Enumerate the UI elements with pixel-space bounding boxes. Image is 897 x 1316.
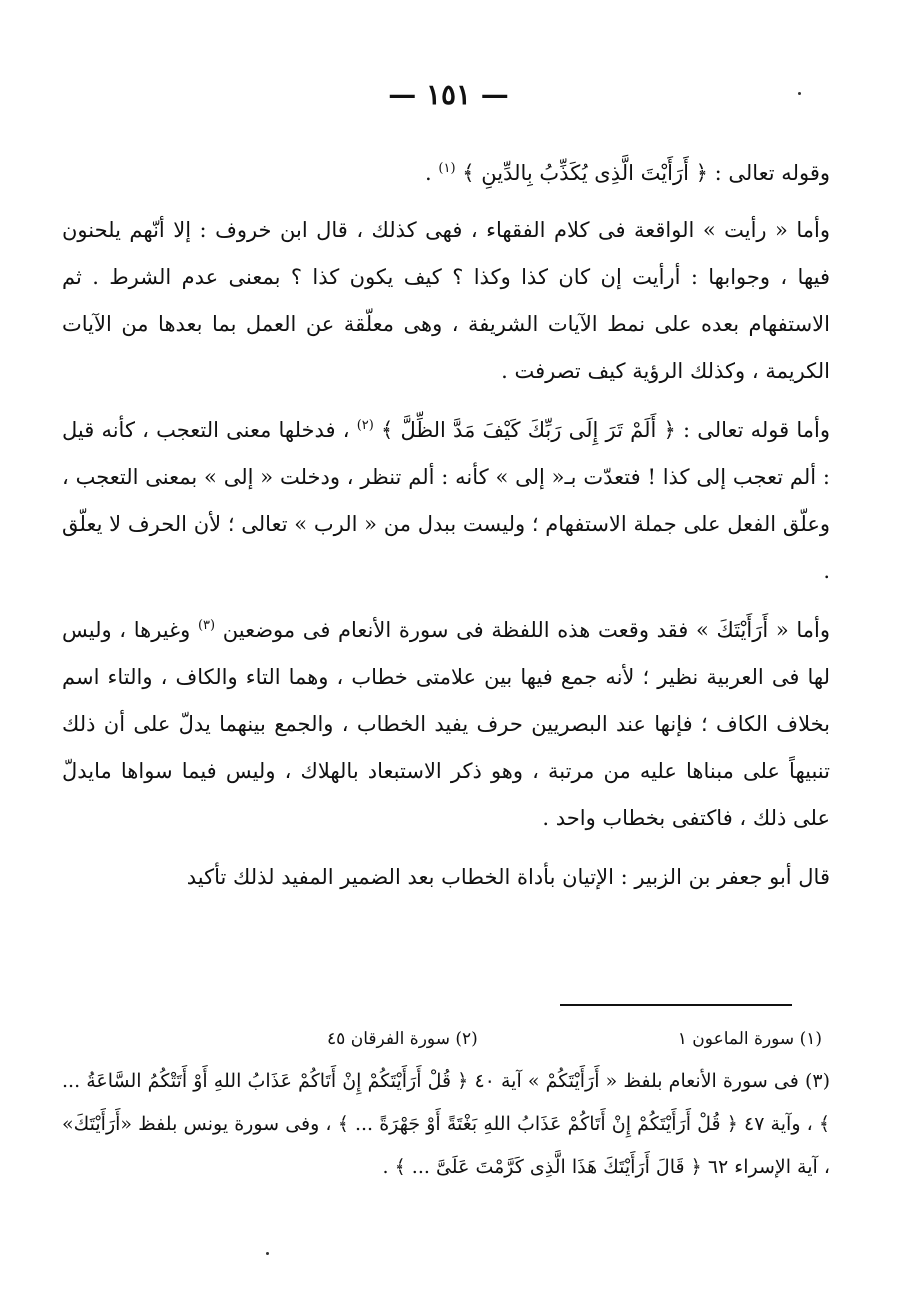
footnote-ref-1: (١) bbox=[438, 161, 456, 176]
paragraph-1 bbox=[62, 150, 830, 197]
main-text bbox=[62, 150, 830, 913]
paragraph-2: وأما « رأيت » الواقعة فى كلام الفقهاء ، فهى كذلك ، قال ابن خروف : إلا أنّهم يلحنون فيها ، وجوابها : أرأيت إن كان كذا وكذا ؟ كيف يكون كذا ؟ بمعنى عدم الشرط . ثم الاستفهام بعده على نمط الآيات الشريفة ، وهى معلّقة عن العمل بما بعدها من الآيات الكريمة ، وكذلك الرؤية كيف تصرفت . bbox=[62, 218, 830, 383]
page-number: — ١٥١ — bbox=[388, 78, 509, 111]
scan-speck bbox=[798, 92, 801, 95]
paragraph-4-lead: وأما « أَرَأَيْتَكَ » فقد وقعت هذه اللفظة فى سورة الأنعام فى موضعين bbox=[222, 618, 830, 642]
footnote-row bbox=[62, 1022, 830, 1056]
scan-speck bbox=[266, 1252, 269, 1255]
footnote-3: (٣) فى سورة الأنعام بلفظ « أَرَأَيْتَكُمْ » آية ٤٠ ﴿ قُلْ أَرَأَيْتَكُمْ إِنْ أَتَاكُمْ عَذَابُ اللهِ أَوْ أَتَتْكُمُ السَّاعَةُ ... ﴾ ، وآية ٤٧ ﴿ قُلْ أَرَأَيْتَكُمْ إِنْ أَتَاكُمْ عَذَابُ اللهِ بَغْتَةً أَوْ جَهْرَةً ... ﴾ ، وفى سورة يونس بلفظ «أَرَأَيْتَكَ» ، آية الإسراء ٦٢ ﴿ قَالَ أَرَأَيْتَكَ هَذَا الَّذِى كَرَّمْتَ عَلَىَّ ... ﴾ . bbox=[62, 1070, 831, 1178]
footnote-1: (١) سورة الماعون ١ bbox=[677, 1029, 822, 1049]
paragraph-4-text: وغيرها ، وليس لها فى العربية نظير ؛ لأنه جمع فيها بين علامتى خطاب ، وهما التاء والكاف ، والتاء اسم بخلاف الكاف ؛ فإنها عند البصريين حرف يفيد الخطاب ، والجمع بينهما يدلّ على أن ذلك تنبيهاً على مبناها عليه من مرتبة ، وهو ذكر الاستبعاد بالهلاك ، وليس فيما سواها مايدلّ على ذلك ، فاكتفى بخطاب واحد . bbox=[62, 618, 830, 830]
footnote-ref-2: (٢) bbox=[356, 418, 374, 433]
footnote-divider bbox=[560, 1004, 792, 1006]
footnotes bbox=[62, 1022, 830, 1189]
paragraph-3-verse: وأما قوله تعالى : ﴿ أَلَمْ تَرَ إِلَى رَبِّكَ كَيْفَ مَدَّ الظِّلَّ ﴾ bbox=[381, 418, 830, 442]
paragraph-4 bbox=[62, 607, 830, 842]
footnote-ref-3: (٣) bbox=[197, 618, 216, 633]
paragraph-1-period: . bbox=[425, 161, 432, 185]
paragraph-5: قال أبو جعفر بن الزبير : الإتيان بأداة الخطاب بعد الضمير المفيد لذلك تأكيد bbox=[186, 865, 830, 889]
paragraph-3-text: ، فدخلها معنى التعجب ، كأنه قيل : ألم تعجب إلى كذا ! فتعدّت بـ« إلى » كأنه : ألم تنظر ، ودخلت « إلى » بمعنى التعجب ، وعلّق الفعل على جملة الاستفهام ؛ وليست ببدل من « الرب » تعالى ؛ لأن الحرف لا يعلّق . bbox=[62, 418, 830, 583]
footnote-2: (٢) سورة الفرقان ٤٥ bbox=[327, 1029, 478, 1049]
paragraph-3 bbox=[62, 407, 830, 595]
paragraph-1-text: وقوله تعالى : ﴿ أَرَأَيْتَ الَّذِى يُكَذِّبُ بِالدِّينِ ﴾ bbox=[462, 161, 830, 185]
